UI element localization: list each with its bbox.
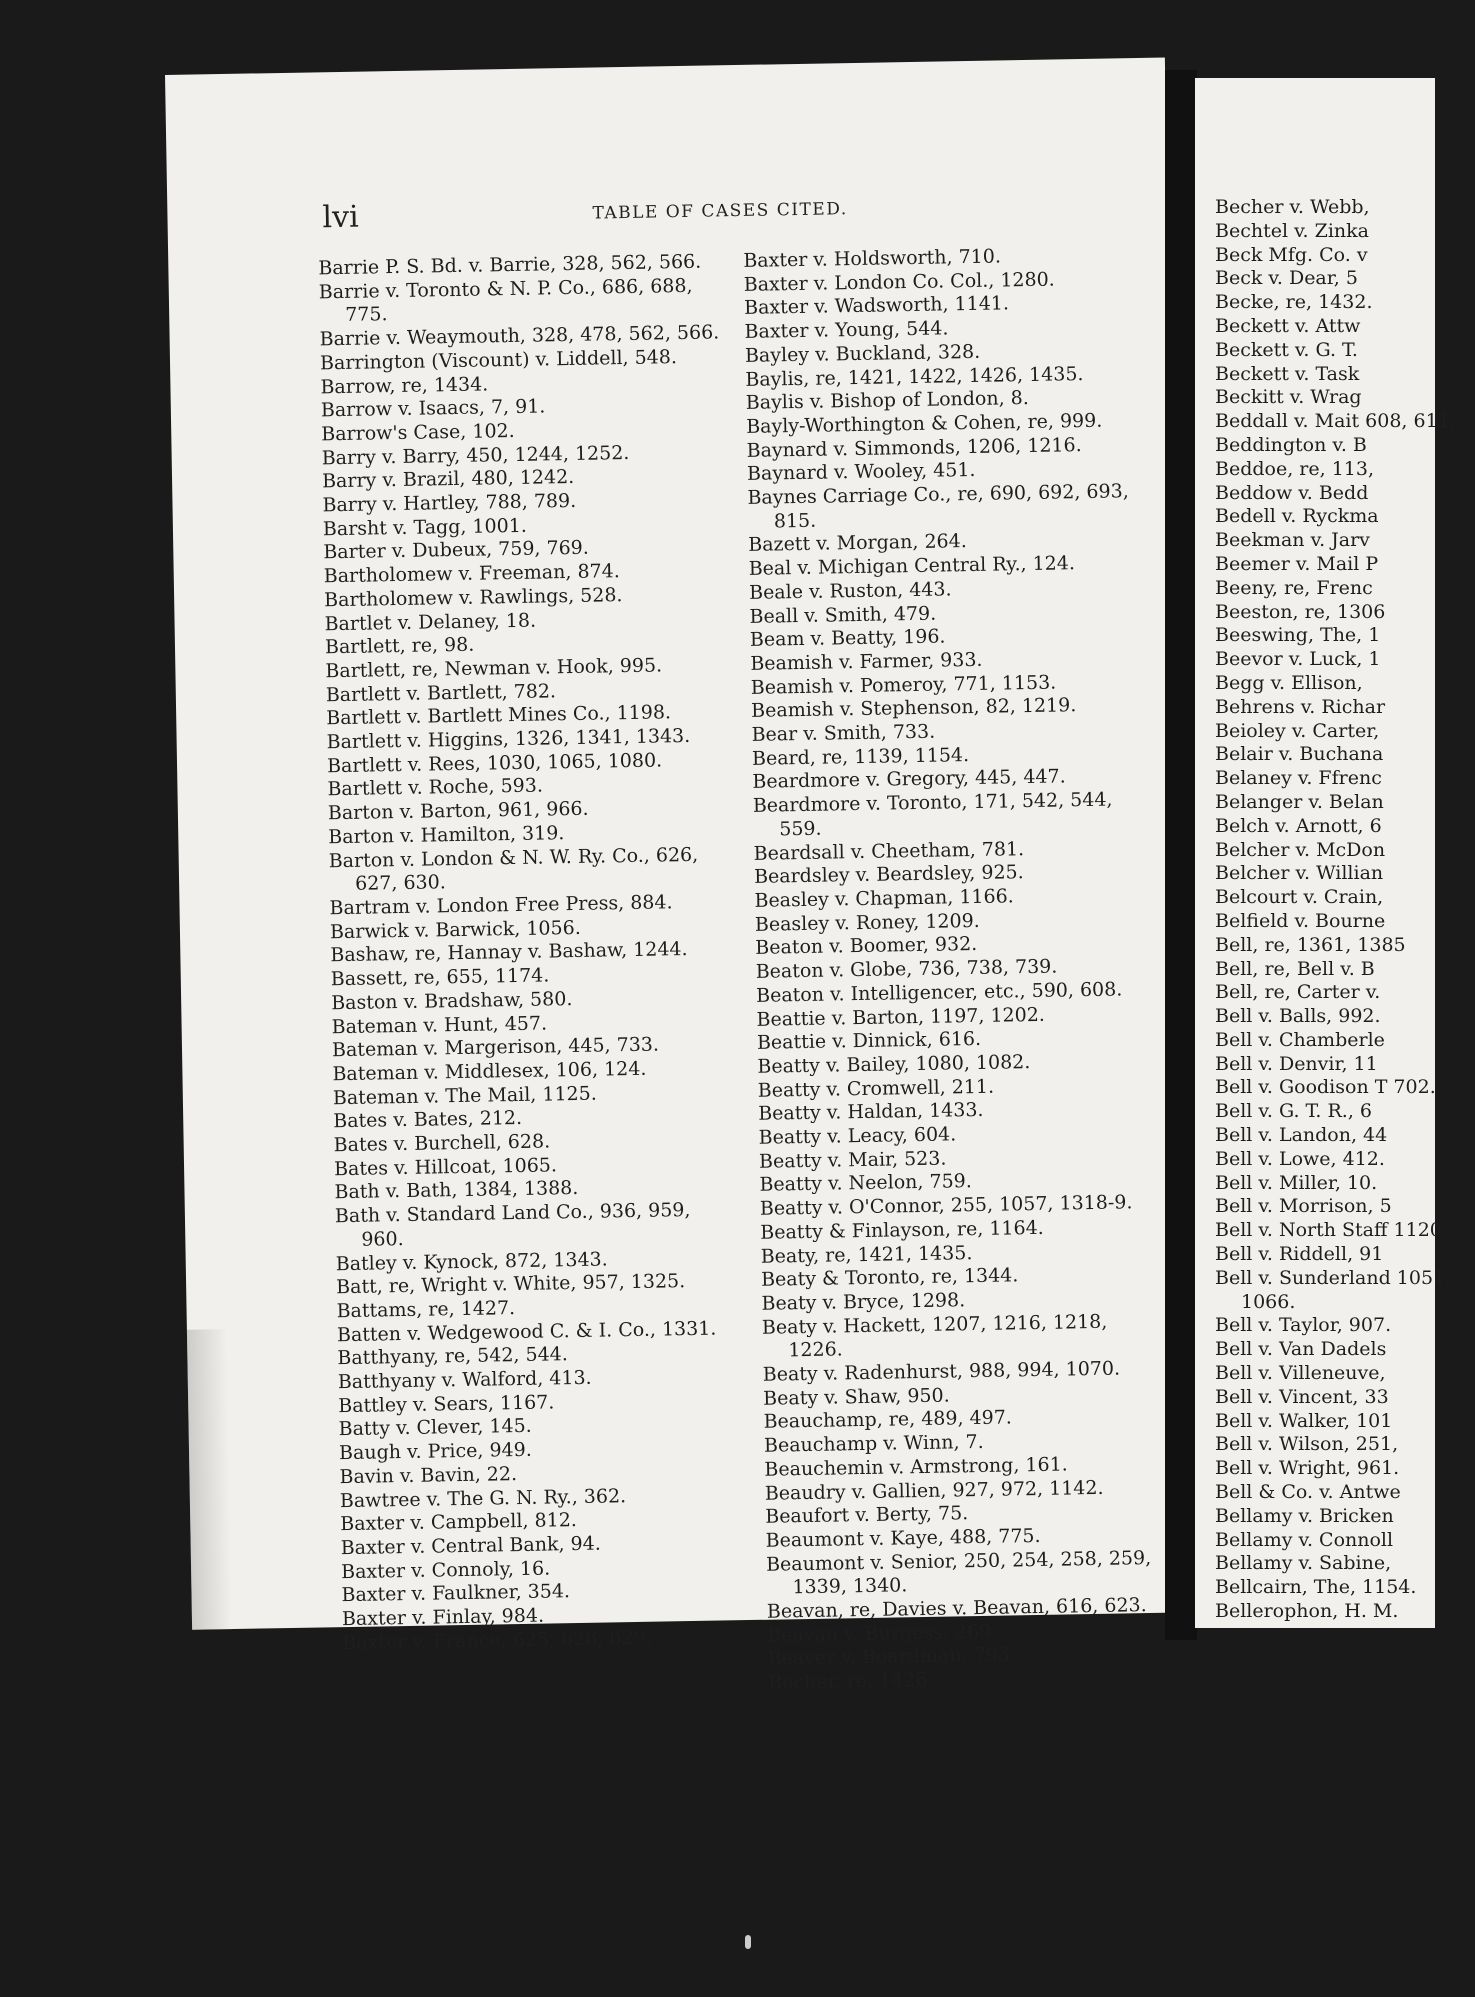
case-entry: Bell v. Taylor, 907. (1215, 1314, 1392, 1337)
case-entry: Barton v. Barton, 961, 966. (327, 797, 589, 825)
case-entry: Bell v. Van Dadels (1215, 1338, 1387, 1361)
case-entry: Bateman v. Margerison, 445, 733. (331, 1033, 660, 1062)
case-entry: Beardsley v. Beardsley, 925. (753, 861, 1024, 889)
case-entry: Bateman v. Middlesex, 106, 124. (332, 1057, 647, 1086)
case-entry: Beardmore v. Toronto, 171, 542, 544, 559. (752, 788, 1113, 841)
case-entry: Beam v. Beatty, 196. (749, 625, 946, 652)
case-entry: Beddington v. B (1215, 433, 1367, 456)
case-entry: Barry v. Hartley, 788, 789. (322, 489, 577, 517)
case-entry: Barry v. Barry, 450, 1244, 1252. (321, 441, 630, 469)
case-entry: Barton v. Hamilton, 319. (328, 822, 565, 849)
case-entry: Bell v. Miller, 10. (1215, 1171, 1378, 1194)
case-entry: Beatty v. Neelon, 759. (759, 1170, 973, 1197)
page-header (322, 187, 1078, 240)
case-entry: Becher, re, 1426. (767, 1669, 934, 1694)
case-entry: Becher v. Webb, (1215, 196, 1370, 218)
case-entry: Beaty & Toronto, re, 1344. (760, 1264, 1019, 1292)
case-entry: Beasley v. Chapman, 1166. (754, 885, 1014, 912)
case-entry: Belanger v. Belan (1215, 790, 1384, 813)
case-entry: Barsht v. Tagg, 1001. (322, 514, 528, 541)
case-entry: Batthyany v. Walford, 413. (337, 1366, 592, 1394)
case-entry: Beaty v. Shaw, 950. (762, 1384, 950, 1410)
page-title: TABLE OF CASES CITED. (592, 199, 848, 224)
case-entry: Belaney v. Ffrenc (1215, 767, 1382, 790)
page-number: lvi (322, 199, 359, 236)
page-edge-shadow (187, 1329, 232, 1630)
case-entry: Bayley v. Buckland, 328. (744, 340, 981, 367)
case-entry: Batthyany, re, 542, 544. (337, 1343, 569, 1370)
right-page-partial (1195, 78, 1456, 1628)
case-entry: Bell v. Wilson, 251, (1215, 1433, 1399, 1456)
case-column-3 (1215, 196, 1475, 1624)
case-entry: Beale v. Ruston, 443. (748, 578, 952, 604)
case-entry: Barry v. Brazil, 480, 1242. (321, 466, 575, 493)
case-entry: Bartlett, re, 98. (324, 633, 475, 659)
case-entry: Bartlett v. Bartlett, 782. (325, 679, 557, 706)
case-entry: Batten v. Wedgewood C. & I. Co., 1331. (336, 1317, 717, 1346)
case-entry: Beaver v. Boardman, 793. (767, 1643, 1017, 1671)
case-entry: Beeston, re, 1306 (1215, 600, 1386, 623)
case-entry: Bell, re, Carter v. (1215, 981, 1381, 1004)
case-entry: Baynes Carriage Co., re, 690, 692, 693, 815. (747, 480, 1129, 533)
case-entry: Bell v. Riddell, 91 (1215, 1243, 1384, 1266)
case-entry: Battams, re, 1427. (336, 1297, 516, 1323)
case-entry: Beekman v. Jarv (1215, 529, 1370, 552)
case-entry: Bell v. North Staff 1120. (1215, 1219, 1448, 1242)
case-entry: Baxter v. Wadsworth, 1141. (743, 292, 1010, 320)
case-entry: Barrie P. S. Bd. v. Barrie, 328, 562, 566. (318, 250, 702, 280)
case-entry: Barrie v. Weaymouth, 328, 478, 562, 566. (319, 321, 720, 351)
case-entry: Beaty v. Bryce, 1298. (761, 1289, 966, 1315)
case-entry: Bartlett v. Rees, 1030, 1065, 1080. (326, 749, 663, 778)
case-entry: Bellamy v. Bricken (1215, 1504, 1394, 1527)
case-entry: Beall v. Smith, 479. (749, 602, 937, 628)
case-entry: Beamish v. Farmer, 933. (750, 648, 983, 675)
case-entry: Belcourt v. Crain, (1215, 886, 1384, 909)
case-entry: Baynard v. Wooley, 451. (746, 459, 976, 486)
case-entry: Beauchamp v. Winn, 7. (763, 1431, 984, 1457)
case-entry: Bell v. Denvir, 11 (1215, 1052, 1378, 1075)
case-entry: Bartlett v. Roche, 593. (327, 774, 544, 801)
case-entry: Beardmore v. Gregory, 445, 447. (752, 765, 1066, 794)
scan-speck (745, 1935, 751, 1949)
case-entry: Bartlett v. Higgins, 1326, 1341, 1343. (326, 724, 691, 754)
case-entry: Bartlett v. Bartlett Mines Co., 1198. (326, 701, 672, 730)
case-entry: Batty v. Clever, 145. (338, 1415, 532, 1441)
case-entry: Bell & Co. v. Antwe (1215, 1481, 1401, 1504)
case-entry: Batt, re, Wright v. White, 957, 1325. (335, 1270, 686, 1299)
case-entry: Beavan v. Burgess, 269. (767, 1620, 998, 1647)
case-entry: Beck v. Dear, 5 (1215, 267, 1358, 290)
case-entry: Bedell v. Ryckma (1215, 505, 1379, 528)
case-entry: Beckett v. Task (1215, 362, 1360, 385)
case-entry: Bellcairn, The, 1154. (1215, 1576, 1417, 1599)
case-entry: Bateman v. The Mail, 1125. (332, 1082, 597, 1109)
case-entry: Beard, re, 1139, 1154. (751, 743, 970, 770)
case-entry: Bath v. Standard Land Co., 936, 959, 960. (334, 1199, 691, 1251)
case-entry: Baxter v. France, 625, 626, 629. (342, 1626, 652, 1654)
case-entry: Bartram v. London Free Press, 884. (329, 891, 673, 920)
case-entry: Baxter v. Holdsworth, 710. (743, 245, 1002, 272)
case-entry: Bellamy v. Connoll (1215, 1528, 1394, 1551)
case-entry: Beioley v. Carter, (1215, 719, 1380, 742)
case-entry: Beal v. Michigan Central Ry., 124. (748, 552, 1076, 581)
case-entry: Bell v. Chamberle (1215, 1028, 1385, 1051)
case-entry: Beaumont v. Senior, 250, 254, 258, 259, 1339, 1340. (765, 1546, 1152, 1599)
case-entry: Bawtree v. The G. N. Ry., 362. (339, 1484, 627, 1512)
case-entry: Beattie v. Barton, 1197, 1202. (756, 1003, 1046, 1031)
case-entry: Beckitt v. Wrag (1215, 386, 1362, 409)
case-entry: Bavin v. Bavin, 22. (339, 1462, 518, 1489)
case-entry: Baylis v. Bishop of London, 8. (745, 387, 1030, 415)
case-entry: Bartlett, re, Newman v. Hook, 995. (325, 654, 663, 683)
case-entry: Bell v. Vincent, 33 (1215, 1385, 1389, 1408)
case-entry: Baxter v. Campbell, 812. (340, 1509, 578, 1536)
case-entry: Beaty v. Radenhurst, 988, 994, 1070. (762, 1357, 1121, 1386)
case-entry: Beamish v. Pomeroy, 771, 1153. (750, 671, 1057, 699)
case-entry: Bassett, re, 655, 1174. (330, 964, 550, 991)
case-entry: Baynard v. Simmonds, 1206, 1216. (746, 433, 1082, 462)
case-entry: Bashaw, re, Hannay v. Bashaw, 1244. (330, 938, 688, 967)
case-entry: Baugh v. Price, 949. (338, 1438, 532, 1465)
case-entry: Beatty v. Leacy, 604. (758, 1123, 957, 1149)
case-entry: Bell v. Goodison T 702. (1215, 1076, 1436, 1099)
case-entry: Barrie v. Toronto & N. P. Co., 686, 688, 775. (318, 274, 693, 327)
case-entry: Belair v. Buchana (1215, 743, 1384, 766)
case-entry: Beardsall v. Cheetham, 781. (753, 837, 1025, 865)
case-entry: Belfield v. Bourne (1215, 909, 1386, 932)
case-entry: Bellerophon, H. M. (1215, 1600, 1399, 1623)
case-entry: Beatty v. Cromwell, 211. (757, 1075, 995, 1102)
case-entry: Beaton v. Boomer, 932. (755, 933, 978, 960)
book-gutter (1165, 70, 1197, 1640)
case-entry: Beddall v. Mait 608, 611. (1215, 410, 1456, 433)
case-column-2 (743, 243, 1168, 1696)
case-entry: Baxter v. Connoly, 16. (340, 1557, 551, 1583)
case-entry: Beamish v. Stephenson, 82, 1219. (751, 694, 1077, 723)
case-entry: Bartlet v. Delaney, 18. (324, 609, 537, 635)
case-entry: Beatty v. Mair, 523. (758, 1147, 947, 1173)
case-entry: Bateman v. Hunt, 457. (331, 1011, 548, 1038)
case-entry: Barter v. Dubeux, 759, 769. (323, 537, 590, 564)
case-entry: Bell, re, Bell v. B (1215, 957, 1375, 980)
case-entry: Beevor v. Luck, 1 (1215, 648, 1381, 671)
case-entry: Barrington (Viscount) v. Liddell, 548. (319, 345, 678, 375)
case-entry: Bell v. Walker, 101 (1215, 1409, 1393, 1432)
case-entry: Beemer v. Mail P (1215, 552, 1379, 575)
case-entry: Belch v. Arnott, 6 (1215, 814, 1382, 837)
case-entry: Beasley v. Roney, 1209. (754, 909, 980, 936)
case-entry: Beaufort v. Berty, 75. (765, 1502, 969, 1529)
case-entry: Behrens v. Richar (1215, 695, 1386, 718)
case-entry: Bell v. Landon, 44 (1215, 1124, 1388, 1147)
case-entry: Becke, re, 1432. (1215, 291, 1373, 314)
case-entry: Beatty & Finlayson, re, 1164. (760, 1216, 1044, 1244)
case-entry: Battley v. Sears, 1167. (338, 1391, 555, 1417)
case-entry: Beddow v. Bedd (1215, 481, 1369, 504)
case-entry: Bates v. Hillcoat, 1065. (333, 1154, 558, 1180)
case-entry: Barton v. London & N. W. Ry. Co., 626, 627, 630. (328, 843, 699, 896)
case-entry: Bates v. Burchell, 628. (333, 1130, 551, 1157)
case-entry: Beaumont v. Kaye, 488, 775. (765, 1524, 1041, 1552)
case-entry: Begg v. Ellison, (1215, 671, 1363, 694)
case-entry: Barrow's Case, 102. (321, 419, 515, 446)
case-entry: Baxter v. Young, 544. (744, 317, 949, 344)
case-entry: Bell v. Villeneuve, (1215, 1362, 1386, 1385)
case-entry: Bazett v. Morgan, 264. (748, 530, 967, 557)
case-entry: Baxter v. London Co. Col., 1280. (743, 268, 1055, 296)
case-entry: Baxter v. Faulkner, 354. (341, 1580, 571, 1607)
case-entry: Bell v. Balls, 992. (1215, 1005, 1381, 1028)
case-entry: Barrow v. Isaacs, 7, 91. (320, 395, 546, 422)
case-entry: Baylis, re, 1421, 1422, 1426, 1435. (745, 362, 1084, 391)
case-entry: Bates v. Bates, 212. (333, 1107, 523, 1133)
case-entry: Beaty, re, 1421, 1435. (760, 1241, 973, 1268)
case-entry: Beddoe, re, 113, (1215, 457, 1375, 480)
case-entry: Beattie v. Dinnick, 616. (756, 1028, 982, 1055)
case-entry: Beck Mfg. Co. v (1215, 243, 1368, 266)
case-entry: Baxter v. Central Bank, 94. (340, 1532, 601, 1560)
case-entry: Bartholomew v. Freeman, 874. (323, 560, 620, 588)
case-entry: Beatty v. O'Connor, 255, 1057, 1318-9. (759, 1191, 1133, 1220)
case-entry: Barwick v. Barwick, 1056. (329, 916, 581, 943)
case-entry: Beatty v. Haldan, 1433. (758, 1099, 984, 1126)
left-page (165, 58, 1192, 1694)
case-entry: Beauchamp, re, 489, 497. (763, 1406, 1013, 1434)
case-entry: Beckett v. G. T. (1215, 338, 1358, 361)
case-entry: Bell v. Wright, 961. (1215, 1457, 1400, 1480)
case-entry: Bayly-Worthington & Cohen, re, 999. (746, 409, 1103, 438)
case-entry: Beeswing, The, 1 (1215, 624, 1381, 647)
case-entry: Bell v. Morrison, 5 (1215, 1195, 1392, 1218)
case-entry: Beaty v. Hackett, 1207, 1216, 1218, 1226. (761, 1310, 1108, 1362)
case-entry: Bear v. Smith, 733. (751, 720, 936, 746)
case-entry: Baxter v. Finlay, 984. (341, 1604, 545, 1631)
case-entry: Belcher v. McDon (1215, 838, 1386, 861)
case-column-1 (318, 250, 742, 1655)
case-entry: Bath v. Bath, 1384, 1388. (334, 1177, 579, 1204)
case-entry: Beauchemin v. Armstrong, 161. (764, 1453, 1068, 1481)
case-entry: Bell, re, 1361, 1385 (1215, 933, 1406, 956)
case-entry: Beaton v. Globe, 736, 738, 739. (755, 955, 1058, 983)
case-entry: Bechtel v. Zinka (1215, 219, 1369, 242)
case-entry: Batley v. Kynock, 872, 1343. (335, 1247, 608, 1275)
case-entry: Bellamy v. Sabine, (1215, 1552, 1392, 1575)
case-entry: Beeny, re, Frenc (1215, 576, 1373, 599)
case-entry: Bell v. Sunderland 1051, 1066. (1215, 1266, 1452, 1313)
case-entry: Belcher v. Willian (1215, 862, 1384, 885)
case-entry: Baston v. Bradshaw, 580. (331, 987, 573, 1015)
case-entry: Beckett v. Attw (1215, 314, 1361, 337)
case-entry: Barrow, re, 1434. (320, 372, 489, 398)
case-entry: Beaudry v. Gallien, 927, 972, 1142. (764, 1476, 1104, 1505)
case-entry: Bartholomew v. Rawlings, 528. (323, 583, 623, 612)
case-entry: Bell v. Lowe, 412. (1215, 1147, 1385, 1170)
case-entry: Beatty v. Bailey, 1080, 1082. (757, 1050, 1031, 1078)
case-entry: Bell v. G. T. R., 6 (1215, 1100, 1373, 1123)
case-entry: Beaton v. Intelligencer, etc., 590, 608. (755, 978, 1123, 1007)
case-entry: Beavan, re, Davies v. Beavan, 616, 623. (766, 1594, 1147, 1623)
